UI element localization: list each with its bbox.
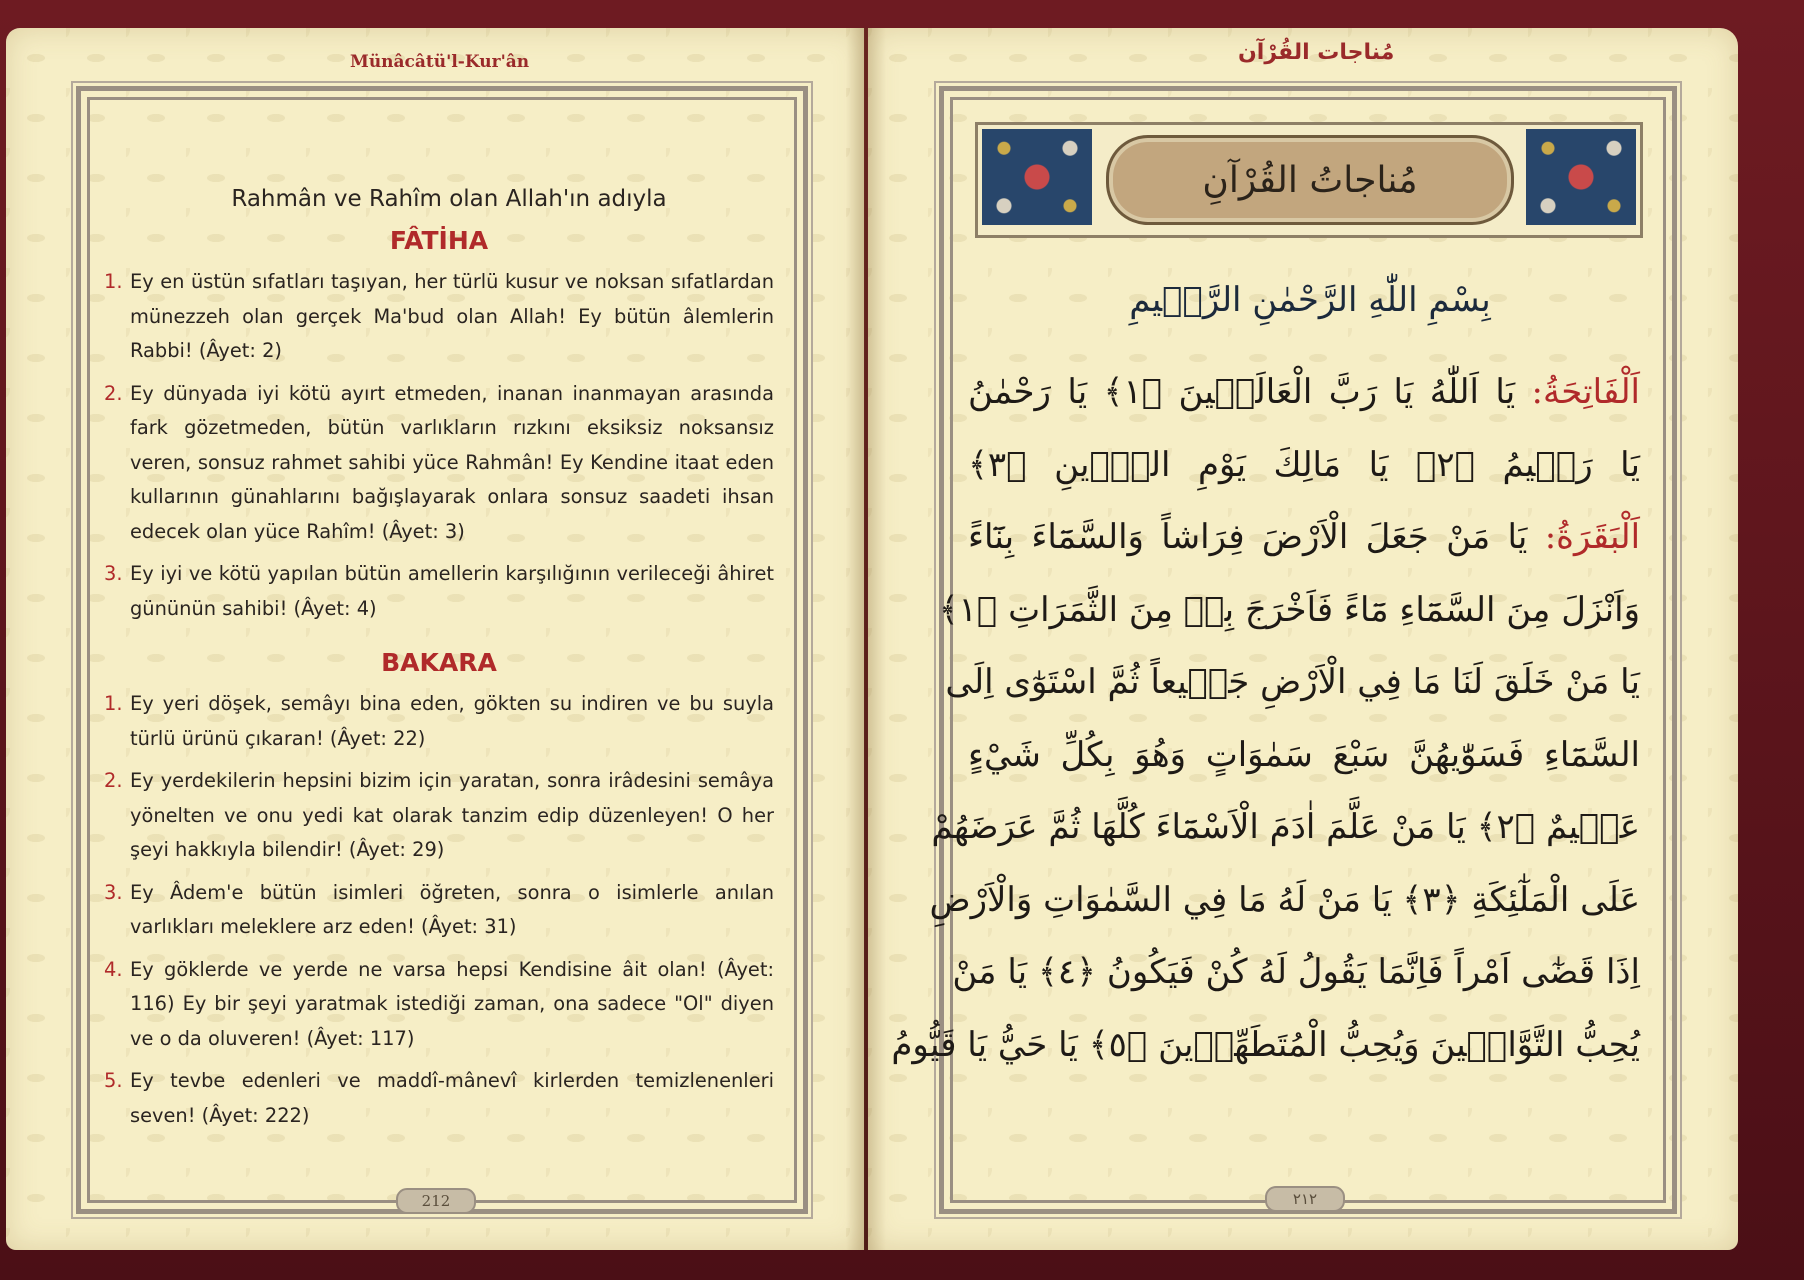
line-text: اِذَا قَضٰٓى اَمْراً فَاِنَّمَا يَقُولُ لَهُ كُنْ فَيَكُونُ ﴿٤﴾ يَا مَنْ — [952, 952, 1640, 992]
book-gutter — [846, 28, 886, 1250]
sura-title-fatiha: FÂTİHA — [389, 226, 489, 255]
page-title: مُناجاتُ القُرْآنِ — [1202, 159, 1418, 201]
arabic-line — [945, 646, 1640, 719]
left-running-head: Münâcâtü'l-Kur'ân — [350, 52, 530, 72]
item-text: Ey göklerde ve yerde ne varsa hepsi Kendisine âit olan! (Âyet: 116) Ey bir şeyi yaratmak istediği zaman, ona sadece "Ol" diyen ve o da oluveren! (Âyet: 117) — [130, 957, 774, 1050]
line-text: عَل۪يمٌ ﴿٢﴾ يَا مَنْ عَلَّمَ اٰدَمَ الْاَسْمَٓاءَ كُلَّهَا ثُمَّ عَرَضَهُمْ — [931, 807, 1640, 847]
right-page-number: ٢١٢ — [1265, 1186, 1345, 1212]
line-text: يَا اَللّٰهُ يَا رَبَّ الْعَالَم۪ينَ ﴿١﴾ يَا رَحْمٰنُ — [968, 372, 1516, 412]
title-cartouche — [975, 122, 1643, 238]
arabic-line — [968, 356, 1640, 429]
item-text: Ey Âdem'e bütün isimleri öğreten, sonra o isimlerle anılan varlıkları meleklere arz eden! (Âyet: 31) — [130, 880, 774, 938]
item-number: 1. — [104, 692, 123, 715]
item-text: Ey tevbe edenleri ve maddî-mânevî kirlerden temizlenenleri seven! (Âyet: 222) — [130, 1069, 774, 1127]
right-running-head: مُناجات القُرْآن — [1238, 40, 1395, 65]
basmala-translation: Rahmân ve Rahîm olan Allah'ın adıyla — [231, 186, 667, 212]
arabic-line — [968, 429, 1640, 502]
line-text: يُحِبُّ التَّوَّاب۪ينَ وَيُحِبُّ الْمُتَطَهِّر۪ينَ ﴿٥﴾ يَا حَيُّ يَا قَيُّومُ — [891, 1024, 1640, 1065]
arabic-line — [952, 936, 1640, 1009]
arabic-line — [931, 791, 1640, 864]
title-plaque — [1106, 135, 1514, 225]
line-text: يَا رَح۪يمُ ﴿٢﴾ يَا مَالِكَ يَوْمِ الدّ۪ينِ ﴿٣﴾ — [968, 444, 1640, 485]
item-text: Ey iyi ve kötü yapılan bütün amellerin karşılığının verileceği âhiret gününün sahibi! (Âyet: 4) — [130, 562, 774, 620]
left-page-number: 212 — [396, 1188, 476, 1214]
item-number: 4. — [104, 957, 123, 981]
left-page-text — [104, 186, 774, 1141]
line-text: عَلَى الْمَلٰٓئِكَةِ ﴿٣﴾ يَا مَنْ لَهُ مَا فِي السَّمٰوَاتِ وَالْاَرْضِ — [929, 879, 1640, 920]
line-text: السَّمَٓاءِ فَسَوّٰيهُنَّ سَبْعَ سَمٰوَاتٍ وَهُوَ بِكُلِّ شَيْءٍ — [968, 734, 1640, 775]
list-item — [104, 377, 774, 550]
item-number: 3. — [104, 562, 123, 585]
sura-label: اَلْبَقَرَةُ: — [1544, 517, 1641, 557]
arabic-line — [929, 864, 1640, 937]
list-item — [104, 557, 774, 626]
item-number: 5. — [104, 1069, 123, 1092]
sura-title-bakara: BAKARA — [381, 648, 497, 677]
floral-ornament-icon — [1526, 129, 1636, 225]
list-item — [104, 687, 774, 756]
item-number: 2. — [104, 769, 123, 792]
item-text: Ey en üstün sıfatları taşıyan, her türlü kusur ve noksan sıfatlardan münezzeh olan gerçek Ma'bud olan Allah! Ey bütün âlemlerin Rabbi! (Âyet: 2) — [130, 270, 774, 362]
arabic-text-block — [891, 356, 1641, 1081]
arabic-line — [968, 501, 1640, 574]
arabic-line — [968, 719, 1640, 792]
arabic-line — [938, 574, 1640, 647]
floral-ornament-icon — [982, 129, 1092, 225]
list-item — [104, 953, 774, 1057]
item-number: 2. — [104, 381, 123, 405]
item-text: Ey dünyada iyi kötü ayırt etmeden, inanan inanmayan arasında fark gözetmeden, bütün varlıkların rızkını eksiksiz noksansız veren, sonsuz rahmet sahibi yüce Rahmân! Ey Kendine itaat eden kullarının günahlarını bağışlayarak onlara sonsuz saadeti ihsan edecek olan yüce Rahîm! (Âyet: 3) — [130, 381, 774, 543]
item-text: Ey yeri döşek, semâyı bina eden, gökten su indiren ve bu suyla türlü ürünü çıkaran! (Âyet: 22) — [130, 692, 774, 750]
sura-label: اَلْفَاتِحَةُ: — [1531, 372, 1641, 412]
arabic-line — [891, 1009, 1640, 1082]
item-number: 1. — [104, 270, 123, 293]
item-text: Ey yerdekilerin hepsini bizim için yaratan, sonra irâdesini semâya yönelten ve onu yedi kat olarak tanzim edip düzenleyen! O her şeyi hakkıyla bilendir! (Âyet: 29) — [130, 769, 774, 861]
list-item — [104, 265, 774, 369]
line-text: يَا مَنْ جَعَلَ الْاَرْضَ فِرَاشاً وَالسَّمَٓاءَ بِنَٓاءً — [968, 517, 1528, 557]
list-item — [104, 876, 774, 945]
line-text: يَا مَنْ خَلَقَ لَنَا مَا فِي الْاَرْضِ جَم۪يعاً ثُمَّ اسْتَوٰٓى اِلَى — [945, 662, 1640, 702]
basmala-arabic: بِسْمِ اللّٰهِ الرَّحْمٰنِ الرَّح۪يمِ — [1129, 280, 1491, 320]
list-item — [104, 1064, 774, 1133]
list-item — [104, 764, 774, 868]
item-number: 3. — [104, 880, 123, 904]
line-text: وَاَنْزَلَ مِنَ السَّمَٓاءِ مَٓاءً فَاَخْرَجَ بِه۪ مِنَ الثَّمَرَاتِ ﴿١﴾ — [938, 589, 1640, 630]
